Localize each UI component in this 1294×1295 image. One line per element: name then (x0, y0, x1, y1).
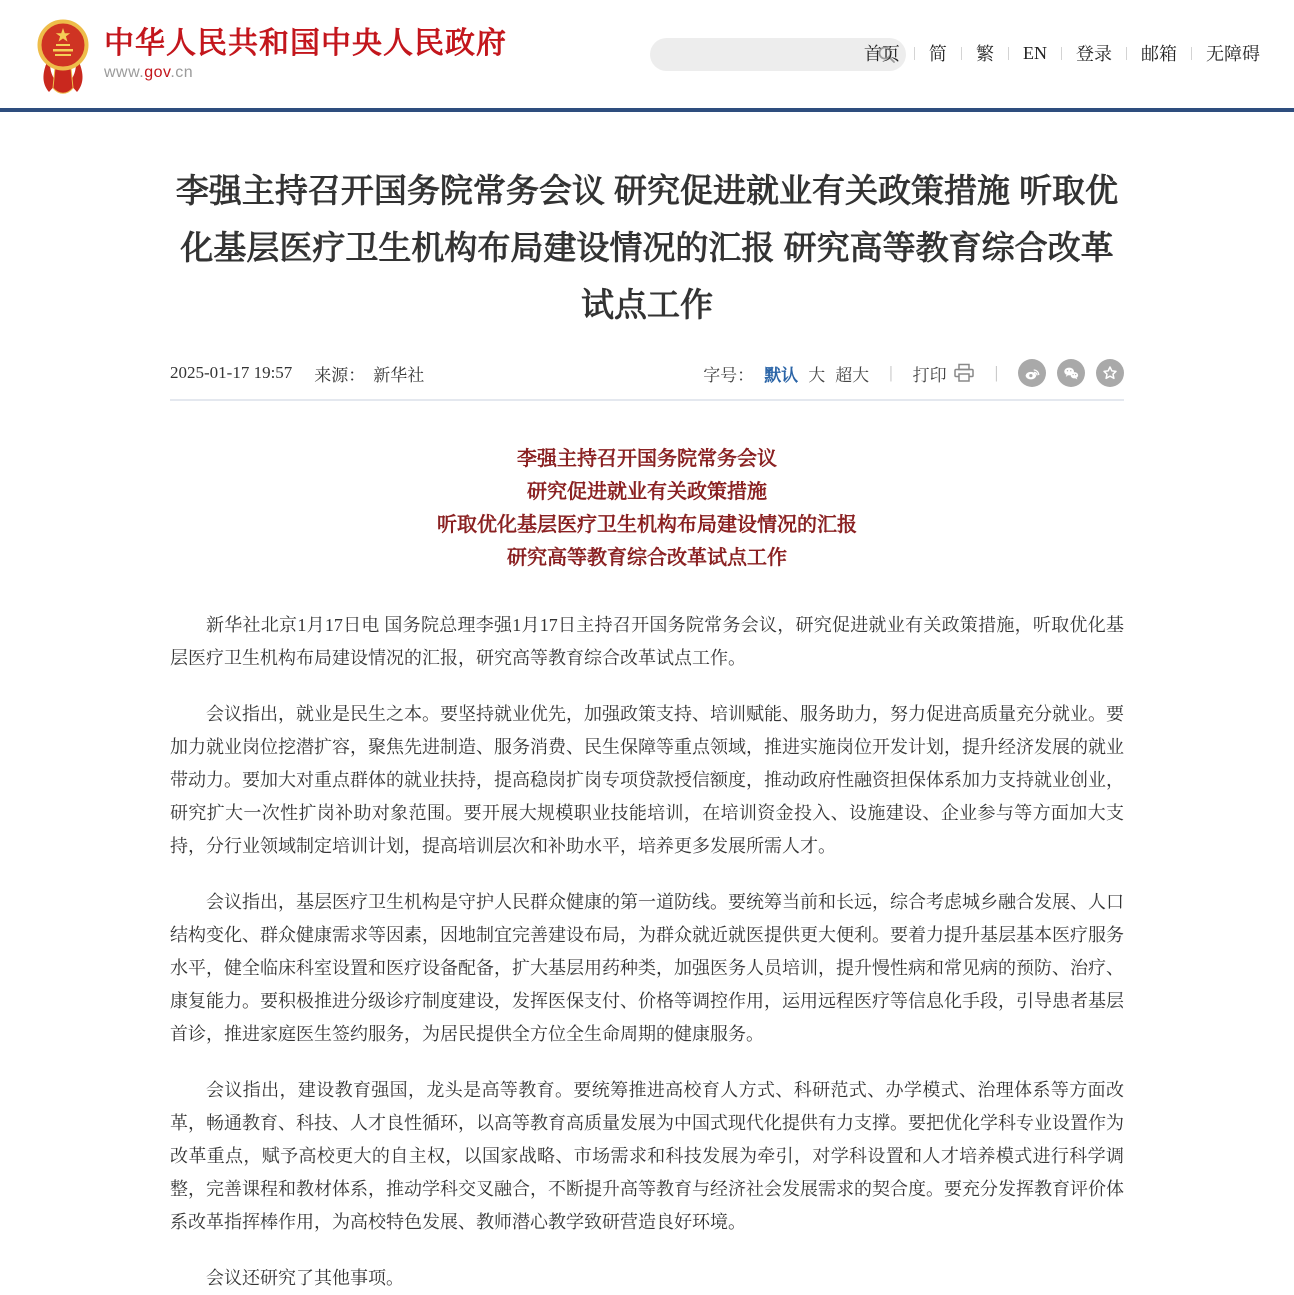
subtitle-line: 听取优化基层医疗卫生机构布局建设情况的汇报 (437, 514, 857, 536)
nav-accessibility[interactable]: 无障碍 (1206, 44, 1260, 64)
article-paragraph: 新华社北京1月17日电 国务院总理李强1月17日主持召开国务院常务会议，研究促进就业有关政策措施，听取优化基层医疗卫生机构布局建设情况的汇报，研究高等教育综合改革试点工作。 (170, 615, 1124, 668)
meta-divider (170, 399, 1124, 401)
top-nav (864, 40, 1260, 66)
site-url-gov: gov (144, 64, 171, 81)
nav-separator: | (912, 44, 916, 61)
nav-separator: | (959, 44, 963, 61)
weibo-icon (1023, 364, 1041, 382)
nav-separator: | (1059, 44, 1063, 61)
article-meta-row (170, 359, 1124, 387)
article-paragraph: 会议指出，基层医疗卫生机构是守护人民群众健康的第一道防线。要统筹当前和长远，综合考虑城乡融合发展、人口结构变化、群众健康需求等因素，因地制宜完善建设布局，为群众就近就医提供更大便利。要着力提升基层基本医疗服务水平，健全临床科室设置和医疗设备配备，扩大基层用药种类，加强医务人员培训，提升慢性病和常见病的预防、治疗、康复能力。要积极推进分级诊疗制度建设，发挥医保支付、价格等调控作用，运用远程医疗等信息化手段，引导患者基层首诊，推进家庭医生签约服务，为居民提供全方位全生命周期的健康服务。 (170, 892, 1124, 1044)
site-url-cn: .cn (170, 64, 194, 81)
article-subtitles (170, 443, 1124, 575)
font-size-default-button[interactable]: 默认 (764, 365, 799, 385)
font-size-label: 字号： (703, 365, 755, 385)
share-wechat-button[interactable] (1057, 359, 1085, 387)
article-meta-left (170, 361, 424, 386)
article-title: 李强主持召开国务院常务会议 研究促进就业有关政策措施 听取优化基层医疗卫生机构布局建设情况的汇报 研究高等教育综合改革试点工作 (175, 172, 1119, 323)
source-label: 来源： (314, 365, 366, 385)
meta-separator: | (889, 363, 893, 382)
site-url-www: www. (104, 64, 145, 81)
site-logo-link[interactable] (36, 18, 507, 100)
article-meta-right (703, 359, 1124, 387)
nav-separator: | (1006, 44, 1010, 61)
font-size-xlarge-button[interactable]: 超大 (835, 365, 870, 385)
wechat-icon (1062, 364, 1080, 382)
share-weibo-button[interactable] (1018, 359, 1046, 387)
print-label: 打印 (912, 365, 947, 385)
header-divider-bar (0, 108, 1294, 112)
article-paragraph: 会议还研究了其他事项。 (206, 1268, 404, 1288)
site-url (104, 64, 507, 82)
meta-separator: | (994, 363, 998, 382)
site-title: 中华人民共和国中央人民政府 (104, 27, 507, 60)
favorite-button[interactable] (1096, 359, 1124, 387)
article (170, 162, 1124, 1295)
article-paragraph: 会议指出，就业是民生之本。要坚持就业优先，加强政策支持、培训赋能、服务助力，努力促进高质量充分就业。要加力就业岗位挖潜扩容，聚焦先进制造、服务消费、民生保障等重点领域，推进实施岗位开发计划，提升经济发展的就业带动力。要加大对重点群体的就业扶持，提高稳岗扩岗专项贷款授信额度，推动政府性融资担保体系加力支持就业创业，研究扩大一次性扩岗补助对象范围。要开展大规模职业技能培训，在培训资金投入、设施建设、企业参与等方面加大支持，分行业领域制定培训计划，提高培训层次和补助水平，培养更多发展所需人才。 (170, 704, 1124, 856)
nav-traditional[interactable]: 繁 (975, 44, 994, 64)
national-emblem-icon (36, 18, 90, 100)
nav-english[interactable]: EN (1022, 42, 1047, 63)
nav-separator: | (1189, 44, 1193, 61)
article-paragraph: 会议指出，建设教育强国，龙头是高等教育。要统筹推进高校育人方式、科研范式、办学模式、治理体系等方面改革，畅通教育、科技、人才良性循环，以高等教育高质量发展为中国式现代化提供有力支撑。要把优化学科专业设置作为改革重点，赋予高校更大的自主权，以国家战略、市场需求和科技发展为牵引，对学科设置和人才培养模式进行科学调整，完善课程和教材体系，推动学科交叉融合，不断提升高等教育与经济社会发展需求的契合度。要充分发挥教育评价体系改革指挥棒作用，为高校特色发展、教师潜心教学致研营造良好环境。 (170, 1080, 1124, 1232)
star-icon (1101, 364, 1119, 382)
source-value: 新华社 (373, 365, 425, 385)
print-button[interactable] (913, 361, 975, 386)
nav-home[interactable]: 首页 (863, 44, 900, 64)
nav-separator: | (1124, 44, 1128, 61)
subtitle-line: 研究促进就业有关政策措施 (527, 481, 767, 503)
subtitle-line: 研究高等教育综合改革试点工作 (507, 547, 787, 569)
publish-datetime: 2025-01-17 19:57 (170, 363, 293, 382)
nav-mail[interactable]: 邮箱 (1140, 44, 1177, 64)
font-size-large-button[interactable]: 大 (808, 365, 826, 385)
subtitle-line: 李强主持召开国务院常务会议 (517, 448, 777, 470)
nav-simplified[interactable]: 简 (928, 44, 947, 64)
share-icons (1018, 359, 1124, 387)
printer-icon (953, 363, 975, 383)
nav-login[interactable]: 登录 (1075, 44, 1112, 64)
site-header (0, 0, 1294, 108)
